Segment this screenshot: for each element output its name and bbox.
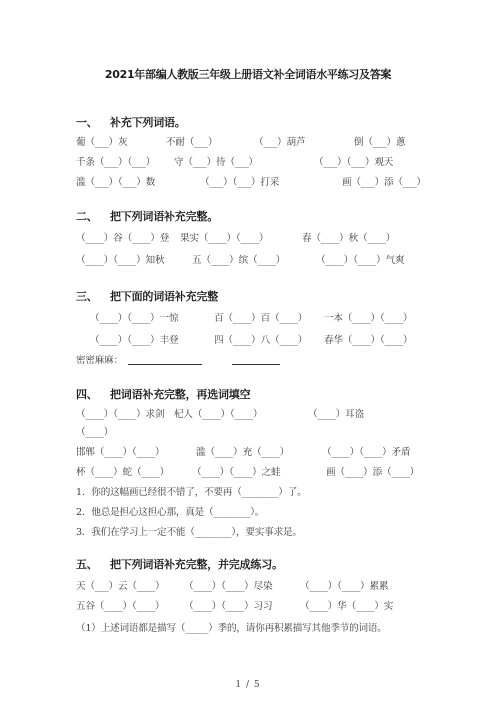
- word-blank: （____）（____）之蛙: [192, 467, 281, 478]
- word-blank: （___）（___）观天: [314, 157, 394, 168]
- s4-question-3: 3．我们在学习上一定不能（________），要实事求是。: [76, 527, 302, 538]
- page-title: 2021年部编人教版三年级上册语文补全词语水平练习及答案: [104, 68, 392, 81]
- word-blank: 春华（____）（____）: [324, 335, 413, 346]
- word-blank: 一本（____）（____）: [324, 313, 413, 324]
- word-blank: 画（____）添（____）: [326, 467, 420, 478]
- s5-question-1: （1）上述词语都是描写（_____）季的，请你再积累描写其他季节的词语。: [76, 623, 387, 634]
- word-blank: （____）（____）累累: [300, 581, 389, 592]
- word-blank: 五谷（____）（____）: [76, 601, 165, 612]
- s3-row-2: [76, 334, 426, 348]
- word-blank: （____）耳盗: [308, 409, 364, 420]
- word-blank: （____）（____）气爽: [316, 255, 405, 266]
- word-blank: （____）（____）矛盾: [322, 447, 411, 458]
- s4-question-1: 1．你的这幅画已经很不错了，不要再（________）了。: [76, 487, 307, 498]
- section-number: 一、: [76, 116, 98, 129]
- s4-row-1-wrap: [76, 426, 426, 440]
- page-number: 1 / 5: [235, 680, 261, 690]
- s3-row-3: [76, 354, 426, 368]
- section-3-heading: [76, 288, 218, 304]
- section-2-heading: [76, 208, 218, 224]
- word-blank: （____）: [76, 427, 114, 438]
- section-number: 二、: [76, 210, 98, 223]
- s2-row-1: [76, 232, 426, 246]
- s4-row-1: [76, 408, 426, 422]
- word-blank: （____）（____）一惊: [90, 313, 179, 324]
- section-title: 把词语补充完整，再选词填空: [110, 388, 251, 401]
- word-blank: 守（___）待（___）: [174, 157, 258, 168]
- word-blank: 春（____）秋（____）: [302, 233, 396, 244]
- s1-row-3: [76, 176, 426, 190]
- section-number: 三、: [76, 290, 98, 303]
- word-blank: 杯（____）蛇（____）: [76, 467, 170, 478]
- section-title: 把下面的词语补充完整: [110, 290, 218, 303]
- section-4-heading: [76, 386, 250, 402]
- word-blank: （____）（____）求剑: [76, 409, 165, 420]
- s1-row-1: [76, 136, 426, 150]
- word-blank: 滥（____）充（____）: [196, 447, 290, 458]
- s2-row-2: [76, 254, 426, 268]
- word-blank: （____）（____）尽染: [184, 581, 273, 592]
- section-number: 五、: [76, 558, 98, 571]
- s3-row-1: [76, 312, 426, 326]
- word-blank: 画（___）添（___）: [342, 177, 426, 188]
- word-blank: 千条（___）（___）: [76, 157, 156, 168]
- word-blank: （___）（___）打采: [200, 177, 280, 188]
- section-title: 补充下列词语。: [110, 116, 186, 129]
- section-title: 把下列词语补充完整，并完成练习。: [110, 558, 283, 571]
- word-blank: （____）谷（____）登: [76, 233, 170, 244]
- s5-row-1: [76, 580, 426, 594]
- s4-question-2: 2．他总是担心这担心那，真是（________）。: [76, 507, 265, 518]
- section-1-heading: [76, 114, 186, 130]
- word-blank: 天（___）云（____）: [76, 581, 165, 592]
- word-blank: 四（____）八（____）: [214, 335, 308, 346]
- word-blank: 葡（___）灰: [76, 137, 128, 148]
- s5-row-2: [76, 600, 426, 614]
- word-blank: 百（____）百（____）: [214, 313, 308, 324]
- word-blank: （___）葫芦: [254, 137, 306, 148]
- section-5-heading: [76, 556, 283, 572]
- word-blank: 五（____）缤（____）: [192, 255, 286, 266]
- s4-row-3: [76, 466, 426, 480]
- word-blank: （____）（____）习习: [184, 601, 273, 612]
- s1-row-2: [76, 156, 426, 170]
- word-blank: （____）（____）丰登: [90, 335, 179, 346]
- word-blank: （____）（____）知秋: [76, 255, 165, 266]
- word-blank: 果实（____）（____）: [180, 233, 269, 244]
- word-blank: 倒（___）蔥: [354, 137, 406, 148]
- word-blank: 杞人（____）（____）: [174, 409, 263, 420]
- section-title: 把下列词语补充完整。: [110, 210, 218, 223]
- word-blank: 邯郸（____）（____）: [76, 447, 165, 458]
- answer-line: [232, 354, 280, 365]
- section-number: 四、: [76, 388, 98, 401]
- prompt-label: 密密麻麻：: [76, 355, 123, 366]
- word-blank: 不耐（___）: [166, 137, 218, 148]
- answer-line: [128, 354, 202, 365]
- word-blank: 滥（___）（___）数: [76, 177, 156, 188]
- s4-row-2: [76, 446, 426, 460]
- word-blank: （____）华（____）实: [300, 601, 394, 612]
